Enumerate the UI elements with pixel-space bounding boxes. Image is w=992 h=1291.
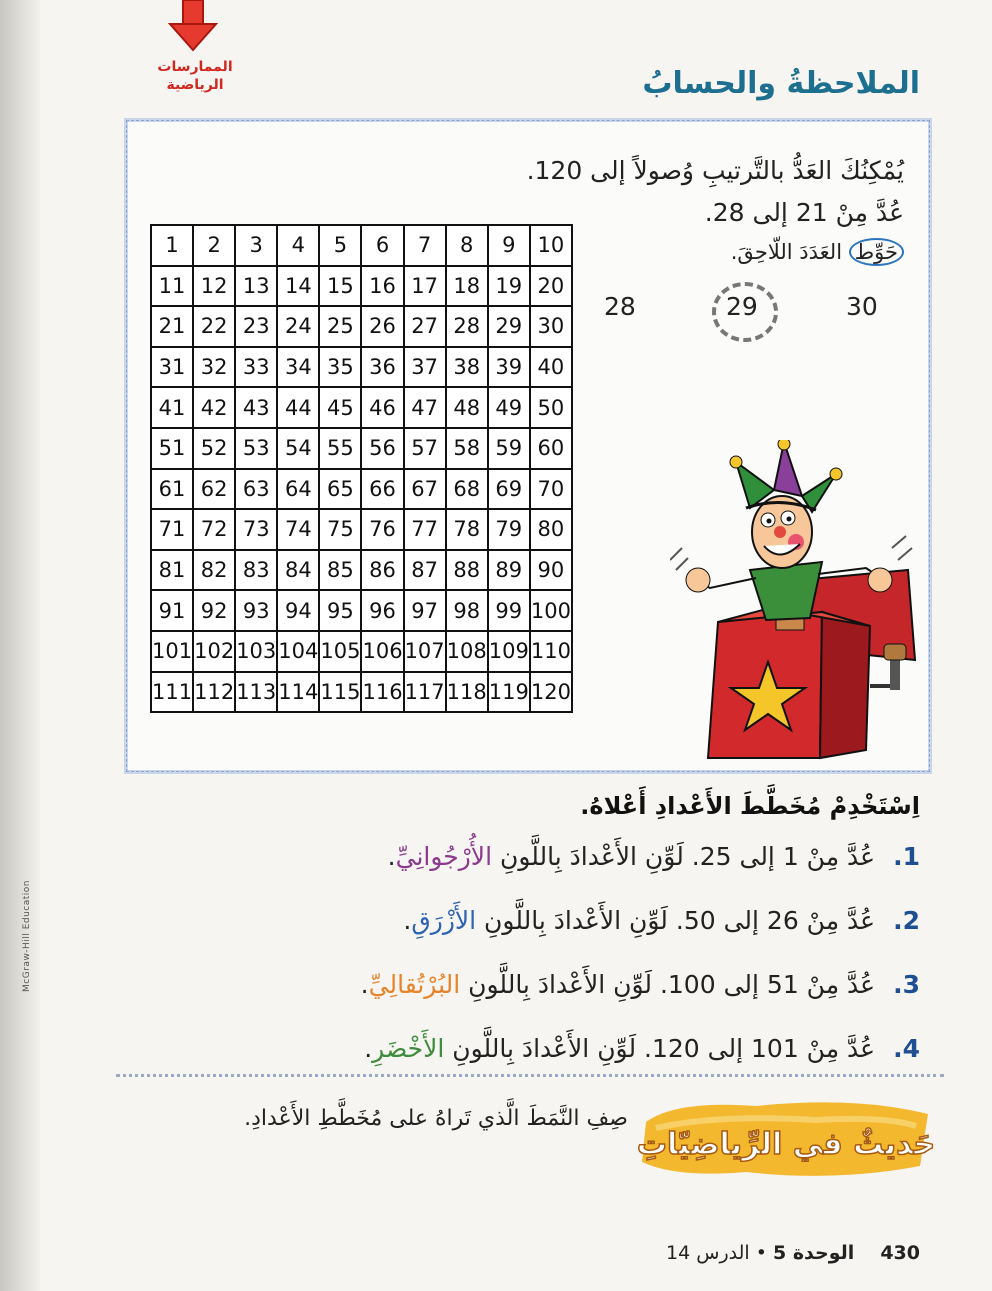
chart-cell: 118 [446, 672, 488, 713]
chart-cell: 53 [235, 428, 277, 469]
chart-cell: 36 [361, 347, 403, 388]
chart-cell: 32 [193, 347, 235, 388]
chart-cell: 79 [488, 509, 530, 550]
exercise-3: 3.عُدَّ مِنْ 51 إلى 100. لَوِّنِ الأَعْدادَ بِاللَّونِ البُرْتُقالِيِّ. [360, 970, 920, 999]
chart-cell: 120 [530, 672, 572, 713]
chart-cell: 42 [193, 387, 235, 428]
unit-label: الوحدة 5 [772, 1242, 855, 1264]
chart-cell: 105 [319, 631, 361, 672]
chart-cell: 64 [277, 469, 319, 510]
chart-cell: 18 [446, 266, 488, 307]
math-talk-label: حَديثٌ في الرِّياضِيّاتِ [636, 1127, 936, 1162]
chart-row [151, 266, 572, 307]
chart-cell: 13 [235, 266, 277, 307]
chart-cell: 49 [488, 387, 530, 428]
exercise-number: 2. [893, 906, 920, 935]
exercise-4: 4.عُدَّ مِنْ 101 إلى 120. لَوِّنِ الأَعْدادَ بِاللَّونِ الأَخْضَرِ. [364, 1034, 920, 1063]
chart-cell: 33 [235, 347, 277, 388]
chart-cell: 84 [277, 550, 319, 591]
chart-cell: 98 [446, 590, 488, 631]
chart-row [151, 631, 572, 672]
chart-cell: 76 [361, 509, 403, 550]
chart-cell: 29 [488, 306, 530, 347]
exercises-heading: اِسْتَخْدِمْ مُخَطَّطَ الأَعْدادِ أَعْلاهُ. [580, 792, 920, 820]
chart-cell: 8 [446, 225, 488, 266]
chart-cell: 17 [404, 266, 446, 307]
color-word-green: الأَخْضَرِ [372, 1034, 445, 1063]
chart-cell: 73 [235, 509, 277, 550]
chart-cell: 41 [151, 387, 193, 428]
example-number-29: 29 [726, 292, 758, 321]
color-word-blue: الأَزْرَقِ [411, 906, 477, 935]
exercise-number: 1. [893, 842, 920, 871]
book-spine-shadow [0, 0, 40, 1291]
chart-cell: 4 [277, 225, 319, 266]
chart-row [151, 469, 572, 510]
chart-cell: 82 [193, 550, 235, 591]
intro-line-3-rest: العَدَدَ اللّاحِقَ. [730, 240, 843, 264]
chart-cell: 78 [446, 509, 488, 550]
chart-cell: 86 [361, 550, 403, 591]
jack-in-the-box-icon [670, 440, 920, 760]
chart-cell: 91 [151, 590, 193, 631]
chart-cell: 40 [530, 347, 572, 388]
chart-cell: 27 [404, 306, 446, 347]
chart-cell: 44 [277, 387, 319, 428]
chart-cell: 3 [235, 225, 277, 266]
chart-cell: 87 [404, 550, 446, 591]
chart-cell: 92 [193, 590, 235, 631]
circled-word: حَوِّط [849, 238, 904, 266]
chart-row [151, 509, 572, 550]
chart-cell: 100 [530, 590, 572, 631]
chart-cell: 52 [193, 428, 235, 469]
exercise-text: عُدَّ مِنْ 1 إلى 25. لَوِّنِ الأَعْدادَ بِاللَّونِ [492, 842, 876, 871]
chart-cell: 24 [277, 306, 319, 347]
chart-cell: 39 [488, 347, 530, 388]
chart-cell: 59 [488, 428, 530, 469]
chart-cell: 108 [446, 631, 488, 672]
chart-cell: 80 [530, 509, 572, 550]
chart-cell: 112 [193, 672, 235, 713]
chart-cell: 11 [151, 266, 193, 307]
chart-cell: 56 [361, 428, 403, 469]
example-number-30: 30 [846, 292, 878, 321]
chart-cell: 2 [193, 225, 235, 266]
chart-cell: 83 [235, 550, 277, 591]
chart-cell: 51 [151, 428, 193, 469]
chart-cell: 19 [488, 266, 530, 307]
chart-cell: 9 [488, 225, 530, 266]
chart-cell: 93 [235, 590, 277, 631]
page-number: 430 [880, 1242, 920, 1264]
chart-cell: 61 [151, 469, 193, 510]
chart-cell: 74 [277, 509, 319, 550]
chart-row [151, 225, 572, 266]
chart-cell: 16 [361, 266, 403, 307]
math-talk-badge [636, 1092, 936, 1182]
chart-cell: 35 [319, 347, 361, 388]
chart-cell: 119 [488, 672, 530, 713]
chart-cell: 12 [193, 266, 235, 307]
chart-cell: 109 [488, 631, 530, 672]
chart-cell: 85 [319, 550, 361, 591]
exercise-2: 2.عُدَّ مِنْ 26 إلى 50. لَوِّنِ الأَعْدادَ بِاللَّونِ الأَزْرَقِ. [403, 906, 920, 935]
footer-separator: • [755, 1242, 767, 1264]
chart-row [151, 550, 572, 591]
exercise-1: 1.عُدَّ مِنْ 1 إلى 25. لَوِّنِ الأَعْدادَ بِاللَّونِ الأُرْجُوانِيِّ. [387, 842, 920, 871]
chart-cell: 114 [277, 672, 319, 713]
chart-cell: 7 [404, 225, 446, 266]
chart-cell: 10 [530, 225, 572, 266]
page-footer [666, 1242, 920, 1264]
chart-cell: 117 [404, 672, 446, 713]
example-number-28: 28 [604, 292, 636, 321]
chart-cell: 97 [404, 590, 446, 631]
chart-cell: 62 [193, 469, 235, 510]
chart-cell: 67 [404, 469, 446, 510]
exercise-text: عُدَّ مِنْ 26 إلى 50. لَوِّنِ الأَعْدادَ بِاللَّونِ [476, 906, 876, 935]
chart-cell: 68 [446, 469, 488, 510]
chart-cell: 106 [361, 631, 403, 672]
chart-cell: 69 [488, 469, 530, 510]
chart-row [151, 387, 572, 428]
chart-cell: 45 [319, 387, 361, 428]
chart-cell: 116 [361, 672, 403, 713]
chart-cell: 60 [530, 428, 572, 469]
chart-cell: 104 [277, 631, 319, 672]
color-word-purple: الأُرْجُوانِيِّ [395, 842, 493, 871]
chart-cell: 5 [319, 225, 361, 266]
chart-cell: 54 [277, 428, 319, 469]
chart-cell: 34 [277, 347, 319, 388]
chart-cell: 103 [235, 631, 277, 672]
chart-cell: 37 [404, 347, 446, 388]
publisher-credit: McGraw-Hill Education [22, 880, 32, 992]
chart-cell: 31 [151, 347, 193, 388]
chart-cell: 96 [361, 590, 403, 631]
chart-cell: 57 [404, 428, 446, 469]
chart-cell: 46 [361, 387, 403, 428]
exercise-number: 4. [893, 1034, 920, 1063]
chart-cell: 63 [235, 469, 277, 510]
chart-cell: 88 [446, 550, 488, 591]
chart-cell: 26 [361, 306, 403, 347]
chart-row [151, 428, 572, 469]
chart-cell: 110 [530, 631, 572, 672]
color-word-orange: البُرْتُقالِيِّ [368, 970, 461, 999]
chart-cell: 28 [446, 306, 488, 347]
exercise-text: عُدَّ مِنْ 101 إلى 120. لَوِّنِ الأَعْدادَ بِاللَّونِ [444, 1034, 876, 1063]
chart-cell: 21 [151, 306, 193, 347]
chart-cell: 111 [151, 672, 193, 713]
chart-cell: 81 [151, 550, 193, 591]
chart-cell: 71 [151, 509, 193, 550]
chart-cell: 22 [193, 306, 235, 347]
exercise-text: عُدَّ مِنْ 51 إلى 100. لَوِّنِ الأَعْدادَ بِاللَّونِ [460, 970, 876, 999]
chart-cell: 115 [319, 672, 361, 713]
intro-line-3 [731, 240, 904, 264]
chart-row [151, 590, 572, 631]
chart-cell: 50 [530, 387, 572, 428]
chart-cell: 72 [193, 509, 235, 550]
chart-cell: 107 [404, 631, 446, 672]
chart-cell: 14 [277, 266, 319, 307]
chart-cell: 30 [530, 306, 572, 347]
chart-cell: 6 [361, 225, 403, 266]
chart-cell: 94 [277, 590, 319, 631]
chart-cell: 1 [151, 225, 193, 266]
chart-cell: 102 [193, 631, 235, 672]
lesson-label: الدرس 14 [666, 1242, 750, 1264]
chart-cell: 58 [446, 428, 488, 469]
chart-cell: 47 [404, 387, 446, 428]
chart-cell: 89 [488, 550, 530, 591]
chart-cell: 101 [151, 631, 193, 672]
intro-line-1: يُمْكِنُكَ العَدُّ بالتَّرتيبِ وُصولاً إلى 120. [526, 156, 904, 185]
chart-cell: 75 [319, 509, 361, 550]
math-practices-label: الممارسات الرياضية [157, 59, 233, 93]
chart-cell: 65 [319, 469, 361, 510]
exercise-number: 3. [893, 970, 920, 999]
chart-cell: 48 [446, 387, 488, 428]
chart-cell: 113 [235, 672, 277, 713]
chart-cell: 15 [319, 266, 361, 307]
chart-cell: 55 [319, 428, 361, 469]
chart-cell: 66 [361, 469, 403, 510]
chart-row [151, 306, 572, 347]
chart-cell: 70 [530, 469, 572, 510]
chart-cell: 43 [235, 387, 277, 428]
chart-cell: 77 [404, 509, 446, 550]
chart-cell: 95 [319, 590, 361, 631]
math-talk-prompt: صِفِ النَّمَطَ الَّذي تَراهُ على مُخَطَّطِ الأَعْدادِ. [244, 1106, 628, 1131]
chart-cell: 38 [446, 347, 488, 388]
chart-cell: 99 [488, 590, 530, 631]
intro-line-2: عُدَّ مِنْ 21 إلى 28. [704, 198, 904, 227]
chart-cell: 23 [235, 306, 277, 347]
chart-cell: 90 [530, 550, 572, 591]
page-title: الملاحظةُ والحسابُ [642, 66, 920, 101]
section-divider [116, 1074, 944, 1077]
chart-cell: 20 [530, 266, 572, 307]
chart-cell: 25 [319, 306, 361, 347]
chart-row [151, 347, 572, 388]
down-arrow-icon [168, 0, 218, 52]
hundreds-chart [150, 224, 573, 713]
chart-row [151, 672, 572, 713]
